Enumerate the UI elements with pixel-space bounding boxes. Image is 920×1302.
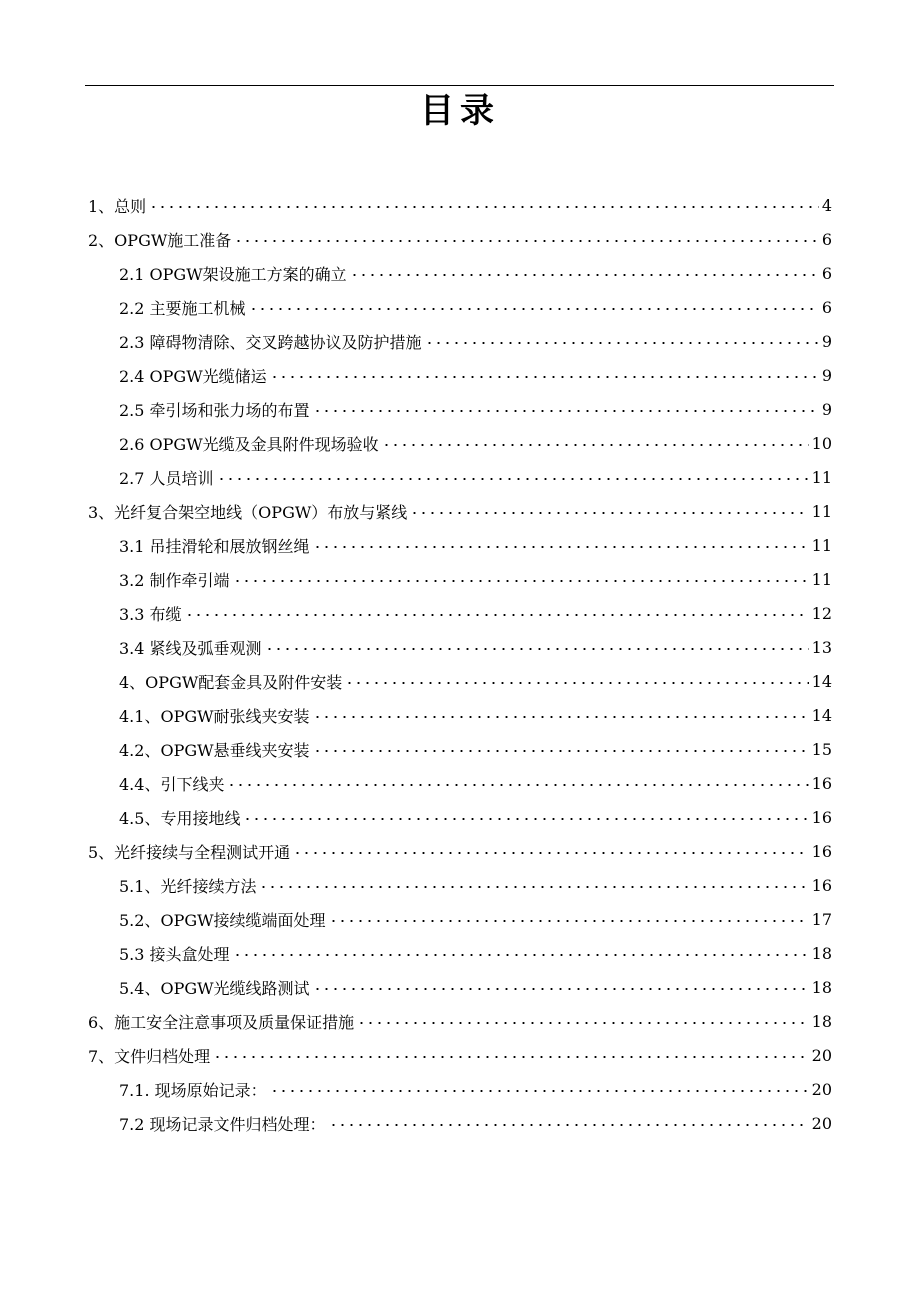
toc-entry-page-number: 17 — [811, 909, 832, 929]
toc-entry-page-number: 11 — [811, 535, 832, 555]
toc-entry[interactable] — [88, 1106, 832, 1140]
toc-entry-label: 2.6 OPGW光缆及金具附件现场验收 — [119, 434, 379, 454]
toc-entry[interactable] — [88, 698, 832, 732]
toc-entry-page-number: 6 — [821, 263, 832, 283]
toc-entry[interactable] — [88, 392, 832, 426]
toc-entry-label: 5.1、光纤接续方法 — [119, 876, 257, 896]
toc-entry-page-number: 15 — [811, 739, 832, 759]
toc-entry-label: 3.4 紧线及弧垂观测 — [119, 638, 262, 658]
table-of-contents — [88, 188, 832, 1140]
toc-entry-label: 4、OPGW配套金具及附件安装 — [119, 672, 343, 692]
toc-entry-page-number: 10 — [811, 433, 832, 453]
toc-dot-leader — [233, 949, 809, 961]
toc-entry-label: 4.2、OPGW悬垂线夹安装 — [119, 740, 310, 760]
toc-entry-label: 2.1 OPGW架设施工方案的确立 — [119, 264, 347, 284]
toc-dot-leader — [382, 439, 809, 451]
toc-entry[interactable] — [88, 766, 832, 800]
toc-entry-page-number: 16 — [811, 807, 832, 827]
toc-dot-leader — [185, 609, 809, 621]
toc-dot-leader — [259, 881, 808, 893]
toc-entry-page-number: 14 — [811, 705, 832, 725]
toc-entry[interactable] — [88, 1038, 832, 1072]
toc-dot-leader — [313, 745, 809, 757]
toc-entry-page-number: 14 — [811, 671, 832, 691]
toc-dot-leader — [249, 303, 819, 315]
toc-dot-leader — [217, 473, 809, 485]
toc-dot-leader — [270, 1085, 809, 1097]
toc-dot-leader — [243, 813, 808, 825]
toc-entry-label: 3、光纤复合架空地线（OPGW）布放与紧线 — [88, 502, 408, 522]
toc-dot-leader — [234, 235, 819, 247]
toc-entry[interactable] — [88, 732, 832, 766]
toc-entry[interactable] — [88, 222, 832, 256]
toc-dot-leader — [350, 269, 819, 281]
toc-entry-page-number: 11 — [811, 467, 832, 487]
toc-entry-label: 5、光纤接续与全程测试开通 — [88, 842, 291, 862]
toc-dot-leader — [313, 983, 809, 995]
toc-entry-label: 5.4、OPGW光缆线路测试 — [119, 978, 310, 998]
toc-dot-leader — [425, 337, 819, 349]
toc-entry-page-number: 9 — [821, 365, 832, 385]
toc-entry-label: 2、OPGW施工准备 — [88, 230, 232, 250]
toc-entry[interactable] — [88, 630, 832, 664]
toc-entry[interactable] — [88, 494, 832, 528]
toc-entry-page-number: 6 — [821, 297, 832, 317]
toc-entry-page-number: 11 — [811, 569, 832, 589]
toc-entry-page-number: 16 — [811, 841, 832, 861]
toc-entry-label: 2.5 牵引场和张力场的布置 — [119, 400, 310, 420]
toc-entry-page-number: 20 — [811, 1045, 832, 1065]
header-rule — [85, 85, 834, 86]
toc-dot-leader — [345, 677, 808, 689]
toc-entry-page-number: 18 — [811, 977, 832, 997]
toc-entry[interactable] — [88, 868, 832, 902]
toc-entry-page-number: 6 — [821, 229, 832, 249]
toc-dot-leader — [410, 507, 808, 519]
toc-dot-leader — [313, 405, 819, 417]
toc-dot-leader — [313, 711, 809, 723]
toc-entry-page-number: 16 — [811, 773, 832, 793]
toc-entry[interactable] — [88, 1072, 832, 1106]
toc-entry[interactable] — [88, 324, 832, 358]
toc-entry[interactable] — [88, 528, 832, 562]
toc-entry-label: 2.3 障碍物清除、交叉跨越协议及防护措施 — [119, 332, 422, 352]
toc-entry[interactable] — [88, 970, 832, 1004]
toc-entry-page-number: 20 — [811, 1113, 832, 1133]
toc-entry[interactable] — [88, 902, 832, 936]
toc-entry[interactable] — [88, 290, 832, 324]
toc-entry[interactable] — [88, 460, 832, 494]
toc-entry[interactable] — [88, 664, 832, 698]
toc-dot-leader — [233, 575, 809, 587]
toc-entry-label: 7.2 现场记录文件归档处理： — [119, 1114, 326, 1134]
page-title: 目录 — [420, 91, 500, 131]
toc-entry-page-number: 4 — [821, 195, 832, 215]
toc-dot-leader — [329, 915, 809, 927]
toc-entry-label: 5.2、OPGW接续缆端面处理 — [119, 910, 326, 930]
toc-entry-label: 2.7 人员培训 — [119, 468, 214, 488]
toc-entry-label: 6、施工安全注意事项及质量保证措施 — [88, 1012, 355, 1032]
toc-entry[interactable] — [88, 562, 832, 596]
toc-entry-label: 2.4 OPGW光缆储运 — [119, 366, 267, 386]
toc-entry-page-number: 12 — [811, 603, 832, 623]
toc-entry-label: 4.4、引下线夹 — [119, 774, 225, 794]
toc-dot-leader — [149, 201, 819, 213]
toc-entry-label: 5.3 接头盒处理 — [119, 944, 230, 964]
toc-entry[interactable] — [88, 800, 832, 834]
toc-dot-leader — [293, 847, 808, 859]
toc-entry[interactable] — [88, 358, 832, 392]
toc-entry[interactable] — [88, 188, 832, 222]
toc-entry[interactable] — [88, 834, 832, 868]
toc-entry-page-number: 9 — [821, 331, 832, 351]
toc-dot-leader — [227, 779, 808, 791]
toc-entry-page-number: 13 — [811, 637, 832, 657]
toc-dot-leader — [329, 1119, 809, 1131]
toc-dot-leader — [313, 541, 809, 553]
toc-entry-page-number: 20 — [811, 1079, 832, 1099]
toc-entry-label: 3.3 布缆 — [119, 604, 182, 624]
toc-entry[interactable] — [88, 936, 832, 970]
toc-entry[interactable] — [88, 256, 832, 290]
toc-dot-leader — [265, 643, 809, 655]
toc-entry-label: 2.2 主要施工机械 — [119, 298, 246, 318]
toc-entry-label: 1、总则 — [88, 196, 147, 216]
toc-entry-label: 3.2 制作牵引端 — [119, 570, 230, 590]
toc-entry-label: 4.5、专用接地线 — [119, 808, 241, 828]
toc-entry-label: 3.1 吊挂滑轮和展放钢丝绳 — [119, 536, 310, 556]
toc-entry-page-number: 9 — [821, 399, 832, 419]
toc-dot-leader — [213, 1051, 808, 1063]
toc-entry[interactable] — [88, 426, 832, 460]
toc-dot-leader — [357, 1017, 808, 1029]
toc-entry-label: 7、文件归档处理 — [88, 1046, 211, 1066]
toc-entry-page-number: 18 — [811, 1011, 832, 1031]
toc-entry-page-number: 11 — [811, 501, 832, 521]
toc-entry-page-number: 16 — [811, 875, 832, 895]
toc-entry[interactable] — [88, 596, 832, 630]
toc-dot-leader — [270, 371, 819, 383]
toc-entry-page-number: 18 — [811, 943, 832, 963]
toc-entry-label: 4.1、OPGW耐张线夹安装 — [119, 706, 310, 726]
toc-entry[interactable] — [88, 1004, 832, 1038]
toc-entry-label: 7.1. 现场原始记录： — [119, 1080, 267, 1100]
